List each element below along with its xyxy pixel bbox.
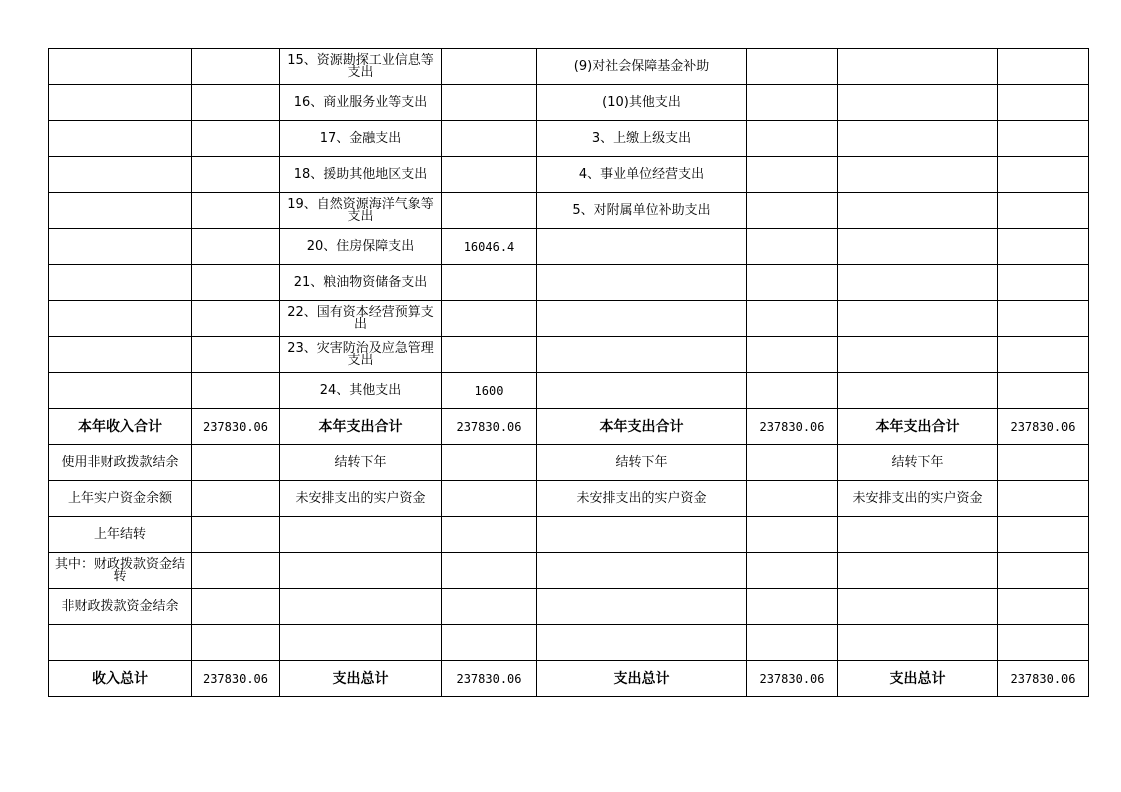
table-cell bbox=[537, 301, 747, 337]
table-cell: 上年结转 bbox=[49, 517, 192, 553]
table-cell bbox=[747, 553, 838, 589]
table-cell: 支出总计 bbox=[280, 661, 442, 697]
table-cell bbox=[442, 265, 537, 301]
table-cell bbox=[838, 337, 998, 373]
table-cell bbox=[280, 517, 442, 553]
table-cell bbox=[442, 553, 537, 589]
table-cell: 支出总计 bbox=[838, 661, 998, 697]
table-row bbox=[49, 625, 1089, 661]
table-cell bbox=[442, 445, 537, 481]
table-cell: 未安排支出的实户资金 bbox=[838, 481, 998, 517]
table-cell bbox=[998, 553, 1089, 589]
table-row bbox=[49, 517, 1089, 553]
table-cell bbox=[192, 589, 280, 625]
table-cell bbox=[192, 553, 280, 589]
table-cell bbox=[747, 373, 838, 409]
table-cell bbox=[442, 517, 537, 553]
table-cell bbox=[442, 85, 537, 121]
table-row bbox=[49, 409, 1089, 445]
table-cell: 本年支出合计 bbox=[280, 409, 442, 445]
table-cell bbox=[838, 301, 998, 337]
table-cell: 未安排支出的实户资金 bbox=[537, 481, 747, 517]
table-cell bbox=[442, 589, 537, 625]
table-cell bbox=[537, 337, 747, 373]
table-cell bbox=[537, 589, 747, 625]
table-cell: 23、灾害防治及应急管理支出 bbox=[280, 337, 442, 373]
table-cell: 17、金融支出 bbox=[280, 121, 442, 157]
table-cell bbox=[49, 301, 192, 337]
table-cell bbox=[537, 373, 747, 409]
table-row bbox=[49, 445, 1089, 481]
table-cell bbox=[192, 445, 280, 481]
table-cell bbox=[838, 121, 998, 157]
table-cell bbox=[192, 481, 280, 517]
table-cell bbox=[838, 589, 998, 625]
table-cell bbox=[280, 589, 442, 625]
table-cell: 结转下年 bbox=[537, 445, 747, 481]
table-cell: 支出总计 bbox=[537, 661, 747, 697]
table-cell bbox=[838, 157, 998, 193]
table-cell bbox=[49, 85, 192, 121]
table-cell bbox=[192, 49, 280, 85]
table-cell bbox=[998, 625, 1089, 661]
table-cell bbox=[998, 85, 1089, 121]
table-cell bbox=[838, 265, 998, 301]
table-row bbox=[49, 85, 1089, 121]
table-cell bbox=[747, 481, 838, 517]
table-cell: (10)其他支出 bbox=[537, 85, 747, 121]
table-cell: 4、事业单位经营支出 bbox=[537, 157, 747, 193]
table-cell: 20、住房保障支出 bbox=[280, 229, 442, 265]
table-cell: 237830.06 bbox=[192, 409, 280, 445]
table-cell: 21、粮油物资储备支出 bbox=[280, 265, 442, 301]
table-row bbox=[49, 49, 1089, 85]
table-cell: 19、自然资源海洋气象等支出 bbox=[280, 193, 442, 229]
table-cell bbox=[192, 85, 280, 121]
table-cell bbox=[998, 49, 1089, 85]
table-cell bbox=[192, 373, 280, 409]
table-row bbox=[49, 121, 1089, 157]
table-cell: 结转下年 bbox=[838, 445, 998, 481]
table-cell bbox=[747, 301, 838, 337]
table-cell bbox=[280, 625, 442, 661]
table-cell bbox=[747, 517, 838, 553]
table-cell bbox=[838, 49, 998, 85]
table-cell bbox=[998, 337, 1089, 373]
table-cell bbox=[537, 517, 747, 553]
table-cell bbox=[998, 193, 1089, 229]
table-cell: 其中：财政拨款资金结转 bbox=[49, 553, 192, 589]
table-cell bbox=[747, 589, 838, 625]
table-cell bbox=[838, 517, 998, 553]
table-cell: 237830.06 bbox=[998, 409, 1089, 445]
table-cell bbox=[838, 553, 998, 589]
table-cell bbox=[537, 553, 747, 589]
table-cell bbox=[192, 265, 280, 301]
table-cell bbox=[49, 229, 192, 265]
table-cell bbox=[192, 157, 280, 193]
table-cell bbox=[537, 625, 747, 661]
table-cell bbox=[280, 553, 442, 589]
table-cell bbox=[442, 301, 537, 337]
table-cell bbox=[49, 49, 192, 85]
budget-table bbox=[48, 48, 1089, 697]
table-row bbox=[49, 193, 1089, 229]
table-row bbox=[49, 229, 1089, 265]
table-cell: 237830.06 bbox=[442, 661, 537, 697]
table-cell bbox=[192, 193, 280, 229]
table-cell bbox=[998, 481, 1089, 517]
table-cell bbox=[998, 301, 1089, 337]
table-cell bbox=[998, 121, 1089, 157]
table-row bbox=[49, 553, 1089, 589]
table-cell: 本年支出合计 bbox=[838, 409, 998, 445]
table-cell bbox=[442, 193, 537, 229]
table-row bbox=[49, 589, 1089, 625]
table-row bbox=[49, 157, 1089, 193]
table-cell bbox=[838, 373, 998, 409]
table-cell bbox=[192, 337, 280, 373]
table-cell bbox=[192, 121, 280, 157]
table-cell bbox=[747, 157, 838, 193]
table-cell: 使用非财政拨款结余 bbox=[49, 445, 192, 481]
table-cell: 3、上缴上级支出 bbox=[537, 121, 747, 157]
table-cell bbox=[49, 265, 192, 301]
table-cell bbox=[747, 85, 838, 121]
table-cell bbox=[998, 265, 1089, 301]
table-cell bbox=[442, 625, 537, 661]
table-cell bbox=[747, 625, 838, 661]
table-row bbox=[49, 373, 1089, 409]
table-row bbox=[49, 337, 1089, 373]
table-cell: 未安排支出的实户资金 bbox=[280, 481, 442, 517]
table-row bbox=[49, 481, 1089, 517]
table-cell: 非财政拨款资金结余 bbox=[49, 589, 192, 625]
table-cell: 237830.06 bbox=[998, 661, 1089, 697]
table-row bbox=[49, 301, 1089, 337]
table-cell bbox=[192, 625, 280, 661]
table-row bbox=[49, 661, 1089, 697]
table-cell: 1600 bbox=[442, 373, 537, 409]
table-cell: 237830.06 bbox=[747, 661, 838, 697]
table-cell: 237830.06 bbox=[747, 409, 838, 445]
table-cell bbox=[192, 229, 280, 265]
table-cell bbox=[537, 229, 747, 265]
table-cell: 237830.06 bbox=[442, 409, 537, 445]
table-cell: 本年支出合计 bbox=[537, 409, 747, 445]
table-cell: 237830.06 bbox=[192, 661, 280, 697]
table-cell bbox=[998, 229, 1089, 265]
table-cell bbox=[998, 445, 1089, 481]
table-cell: 上年实户资金余额 bbox=[49, 481, 192, 517]
table-cell bbox=[838, 625, 998, 661]
table-cell bbox=[442, 337, 537, 373]
table-cell bbox=[747, 265, 838, 301]
table-cell bbox=[998, 373, 1089, 409]
table-cell bbox=[747, 193, 838, 229]
table-cell bbox=[998, 157, 1089, 193]
table-cell bbox=[442, 121, 537, 157]
table-cell bbox=[49, 337, 192, 373]
table-cell: 5、对附属单位补助支出 bbox=[537, 193, 747, 229]
table-cell bbox=[49, 625, 192, 661]
table-cell bbox=[49, 193, 192, 229]
table-cell bbox=[747, 49, 838, 85]
table-cell: 16、商业服务业等支出 bbox=[280, 85, 442, 121]
table-cell: (9)对社会保障基金补助 bbox=[537, 49, 747, 85]
table-cell: 18、援助其他地区支出 bbox=[280, 157, 442, 193]
table-cell bbox=[998, 517, 1089, 553]
table-cell bbox=[747, 121, 838, 157]
table-cell: 22、国有资本经营预算支出 bbox=[280, 301, 442, 337]
table-cell bbox=[838, 229, 998, 265]
table-cell bbox=[49, 157, 192, 193]
table-row bbox=[49, 265, 1089, 301]
table-cell bbox=[49, 373, 192, 409]
table-cell: 本年收入合计 bbox=[49, 409, 192, 445]
table-cell bbox=[747, 229, 838, 265]
table-cell bbox=[838, 85, 998, 121]
table-cell bbox=[747, 337, 838, 373]
table-cell: 16046.4 bbox=[442, 229, 537, 265]
table-body bbox=[49, 49, 1089, 697]
table-cell bbox=[747, 445, 838, 481]
table-cell: 24、其他支出 bbox=[280, 373, 442, 409]
table-cell bbox=[442, 481, 537, 517]
table-cell bbox=[998, 589, 1089, 625]
table-cell bbox=[838, 193, 998, 229]
table-cell: 收入总计 bbox=[49, 661, 192, 697]
table-cell bbox=[537, 265, 747, 301]
table-cell bbox=[192, 301, 280, 337]
table-cell bbox=[442, 157, 537, 193]
table-cell: 15、资源勘探工业信息等支出 bbox=[280, 49, 442, 85]
table-cell bbox=[192, 517, 280, 553]
table-cell bbox=[442, 49, 537, 85]
table-cell bbox=[49, 121, 192, 157]
table-cell: 结转下年 bbox=[280, 445, 442, 481]
